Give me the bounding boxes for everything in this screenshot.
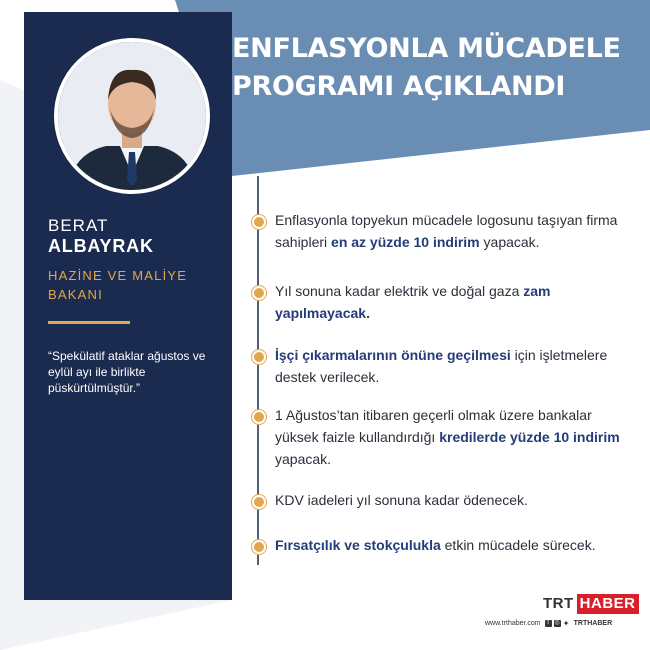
role-line-1: HAZİNE VE MALİYE bbox=[48, 268, 188, 283]
bullet-dot bbox=[252, 215, 266, 229]
footer bbox=[485, 620, 612, 627]
portrait-illustration bbox=[58, 42, 206, 190]
instagram-icon[interactable]: ◎ bbox=[554, 620, 560, 626]
person-quote: “Spekülatif ataklar ağustos ve eylül ayı ile birlikte püskürtülmüştür.” bbox=[48, 349, 206, 395]
title-line-2: PROGRAMI AÇIKLANDI bbox=[232, 71, 566, 102]
facebook-icon[interactable]: f bbox=[545, 620, 552, 627]
list-item: Fırsatçılık ve stokçulukla etkin mücadele sürecek. bbox=[275, 537, 596, 553]
social-handle: TRTHABER bbox=[573, 620, 613, 627]
list-item: Yıl sonuna kadar elektrik ve doğal gaza zam yapılmayacak. bbox=[275, 283, 551, 321]
bullet-dot bbox=[252, 540, 266, 554]
gold-divider bbox=[48, 321, 130, 324]
social-icons bbox=[545, 620, 570, 627]
portrait-photo bbox=[54, 38, 210, 194]
bullet-dot bbox=[252, 410, 266, 424]
person-first-name: BERAT bbox=[48, 216, 109, 235]
bullet-dot bbox=[252, 495, 266, 509]
trt-haber-logo bbox=[540, 594, 639, 614]
title-line-1: ENFLASYONLA MÜCADELE bbox=[232, 33, 621, 64]
twitter-icon[interactable]: ✦ bbox=[562, 619, 570, 628]
page-title bbox=[232, 30, 632, 106]
list-item: İşçi çıkarmalarının önüne geçilmesi için işletmelere destek verilecek. bbox=[275, 347, 608, 385]
list-item: Enflasyonla topyekun mücadele logosunu taşıyan firma sahipleri en az yüzde 10 indirim yapacak. bbox=[275, 212, 618, 250]
bullet-dot bbox=[252, 286, 266, 300]
bullet-dot bbox=[252, 350, 266, 364]
list-item: 1 Ağustos’tan itibaren geçerli olmak üzere bankalar yüksek faizle kullandırdığı kredilerde yüzde 10 indirim yapacak. bbox=[275, 407, 620, 467]
person-role bbox=[48, 266, 218, 304]
logo-trt: TRT bbox=[543, 595, 574, 612]
list-item: KDV iadeleri yıl sonuna kadar ödenecek. bbox=[275, 492, 528, 508]
person-last-name: ALBAYRAK bbox=[48, 236, 154, 256]
website-link[interactable]: www.trthaber.com bbox=[485, 620, 541, 627]
logo-haber: HABER bbox=[577, 594, 639, 614]
role-line-2: BAKANI bbox=[48, 287, 103, 302]
